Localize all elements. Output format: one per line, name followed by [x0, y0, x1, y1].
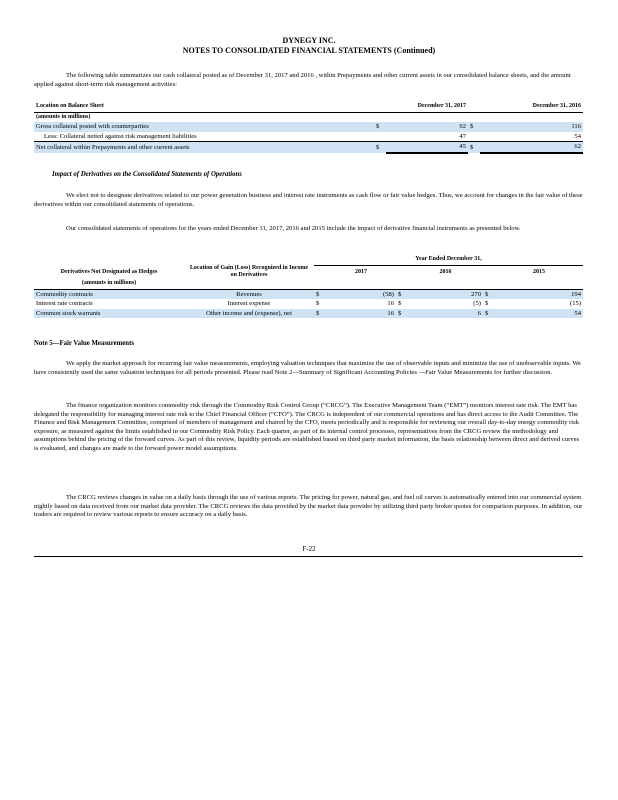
impact-heading: Impact of Derivatives on the Consolidated Statements of Operations — [52, 171, 242, 178]
company-name: DYNEGY INC. — [282, 36, 336, 45]
value-2016: 54 — [574, 132, 581, 140]
currency-symbol: $ — [396, 309, 408, 319]
currency-symbol: $ — [314, 289, 326, 299]
currency-symbol: $ — [483, 289, 495, 299]
derivatives-table — [34, 255, 583, 318]
value-2017: 47 — [459, 132, 466, 140]
table-row — [34, 299, 583, 309]
year-header: 2016 — [439, 268, 452, 275]
page-title: NOTES TO CONSOLIDATED FINANCIAL STATEMENTS (Continued) — [182, 46, 436, 55]
collateral-units: (amounts in millions) — [36, 113, 91, 120]
table-row — [34, 132, 583, 142]
value-2017: (58) — [326, 289, 396, 299]
currency-symbol — [468, 132, 480, 142]
value-2016: 62 — [480, 142, 583, 153]
value-2017: 16 — [326, 309, 396, 319]
footer-divider — [34, 556, 583, 557]
operations-paragraph: Our consolidated statements of operations for the years ended December 31, 2017, 2016 and 2015 include the impact of derivative financial instruments as presented below. — [66, 225, 521, 232]
value-2016: 270 — [408, 289, 483, 299]
row-label: Gross collateral posted with counterparties — [34, 122, 374, 132]
table-row — [34, 122, 583, 132]
year-header: 2017 — [355, 268, 367, 275]
row-label: Common stock warrants — [34, 309, 184, 319]
value-2015: 194 — [495, 289, 583, 299]
derivatives-paragraph: We elect not to designate derivatives related to our power generation business and interest rate instruments as cash flow or fair value hedges. Thus, we account for changes in the fair value of these derivatives within our consolidated statements of operations. — [34, 192, 583, 208]
intro-paragraph: The following table summarizes our cash collateral posted as of December 31, 2017 and 2016 , within Prepayments and other current assets in our consolidated balance sheets, and the amount applied against short-term risk management activities: — [34, 72, 571, 88]
currency-symbol — [374, 132, 386, 142]
table-row — [34, 289, 583, 299]
page-header — [0, 36, 618, 56]
collateral-col-2017: December 31, 2017 — [386, 102, 468, 112]
collateral-table — [34, 102, 583, 154]
row-label: Interest rate contracts — [36, 300, 93, 308]
currency-symbol: $ — [316, 300, 320, 308]
derivatives-units: (amounts in millions) — [34, 279, 184, 289]
collateral-col-2016: December 31, 2016 — [480, 102, 583, 112]
row-label: Net collateral within Prepayments and other current assets — [34, 142, 374, 153]
currency-symbol: $ — [468, 122, 480, 132]
row-location: Revenues — [184, 289, 314, 299]
value-2016: 6 — [408, 309, 483, 319]
currency-symbol: $ — [374, 142, 386, 153]
value-2015: (15) — [570, 300, 581, 308]
table-row — [34, 309, 583, 319]
page-number: F-22 — [302, 545, 316, 553]
row-label: Less: Collateral netted against risk management liabilities — [44, 132, 197, 140]
row-label: Commodity contracts — [34, 289, 184, 299]
value-2016: 116 — [480, 122, 583, 132]
currency-symbol: $ — [398, 300, 402, 308]
value-2017: 92 — [386, 122, 468, 132]
currency-symbol: $ — [396, 289, 408, 299]
year-group-header: Year Ended December 31, — [314, 255, 583, 265]
table-row — [34, 142, 583, 153]
value-2017: 45 — [386, 142, 468, 153]
row-location: Interest expense — [227, 300, 271, 308]
currency-symbol: $ — [483, 309, 495, 319]
value-2015: 54 — [495, 309, 583, 319]
value-2017: 16 — [387, 300, 394, 308]
currency-symbol: $ — [314, 309, 326, 319]
note5-paragraph-2: The finance organization monitors commodity risk through the Commodity Risk Control Group (“CRCG”). The Executive Management Team (“EMT”) monitors interest rate risk. The EMT has delegated the responsibility for managing interest rate risk to the Chief Financial Officer (“CFO”). The CRCG is independent of our commercial operations and has direct access to the Audit Committee. The Finance and Risk Management Committee, comprised of members of management and chaired by the CFO, meets periodically and is responsible for reviewing our overall day-to-day energy commodity risk exposure, as measured against the limits established in our Commodity Risk Policy. Each quarter, as part of its internal control processes, representatives from the CRCG review the methodology and assumptions behind the pricing of the forward curves. As part of this review, liquidity periods are established based on third party market information, the basis relationship between direct and derived curves is evaluated, and changes are made to the forward power model assumptions. — [34, 402, 580, 452]
location-col-label: Location of Gain (Loss) Recognized in Income on Derivatives — [189, 265, 309, 278]
year-header: 2015 — [533, 268, 545, 275]
note5-paragraph-3: The CRCG reviews changes in value on a daily basis through the use of various reports. The pricing for power, natural gas, and fuel oil curves is automatically entered into our commercial system nightly based on data received from our market data provider. The CRCG reviews the data provided by the market data provider by utilizing third party broker quotes for comparison purposes. In addition, our traders are required to review various reports to ensure accuracy on a daily basis. — [34, 494, 583, 519]
currency-symbol: $ — [374, 122, 386, 132]
collateral-col-label: Location on Balance Sheet — [34, 102, 374, 112]
note5-paragraph-1: We apply the market approach for recurring fair value measurements, employing valuation techniques that maximize the use of observable inputs and minimize the use of unobservable inputs. We have consistently used the same valuation techniques for all periods presented. Please read Note 2—Summary of Significant Accounting Policies —Fair Value Measurements for further discussion. — [34, 360, 581, 376]
value-2016: (5) — [473, 300, 481, 308]
currency-symbol: $ — [485, 300, 489, 308]
currency-symbol: $ — [468, 142, 480, 153]
row-location: Other income and (expense), net — [184, 309, 314, 319]
note5-heading: Note 5—Fair Value Measurements — [34, 340, 134, 347]
derivatives-col-label: Derivatives Not Designated as Hedges — [60, 268, 158, 275]
